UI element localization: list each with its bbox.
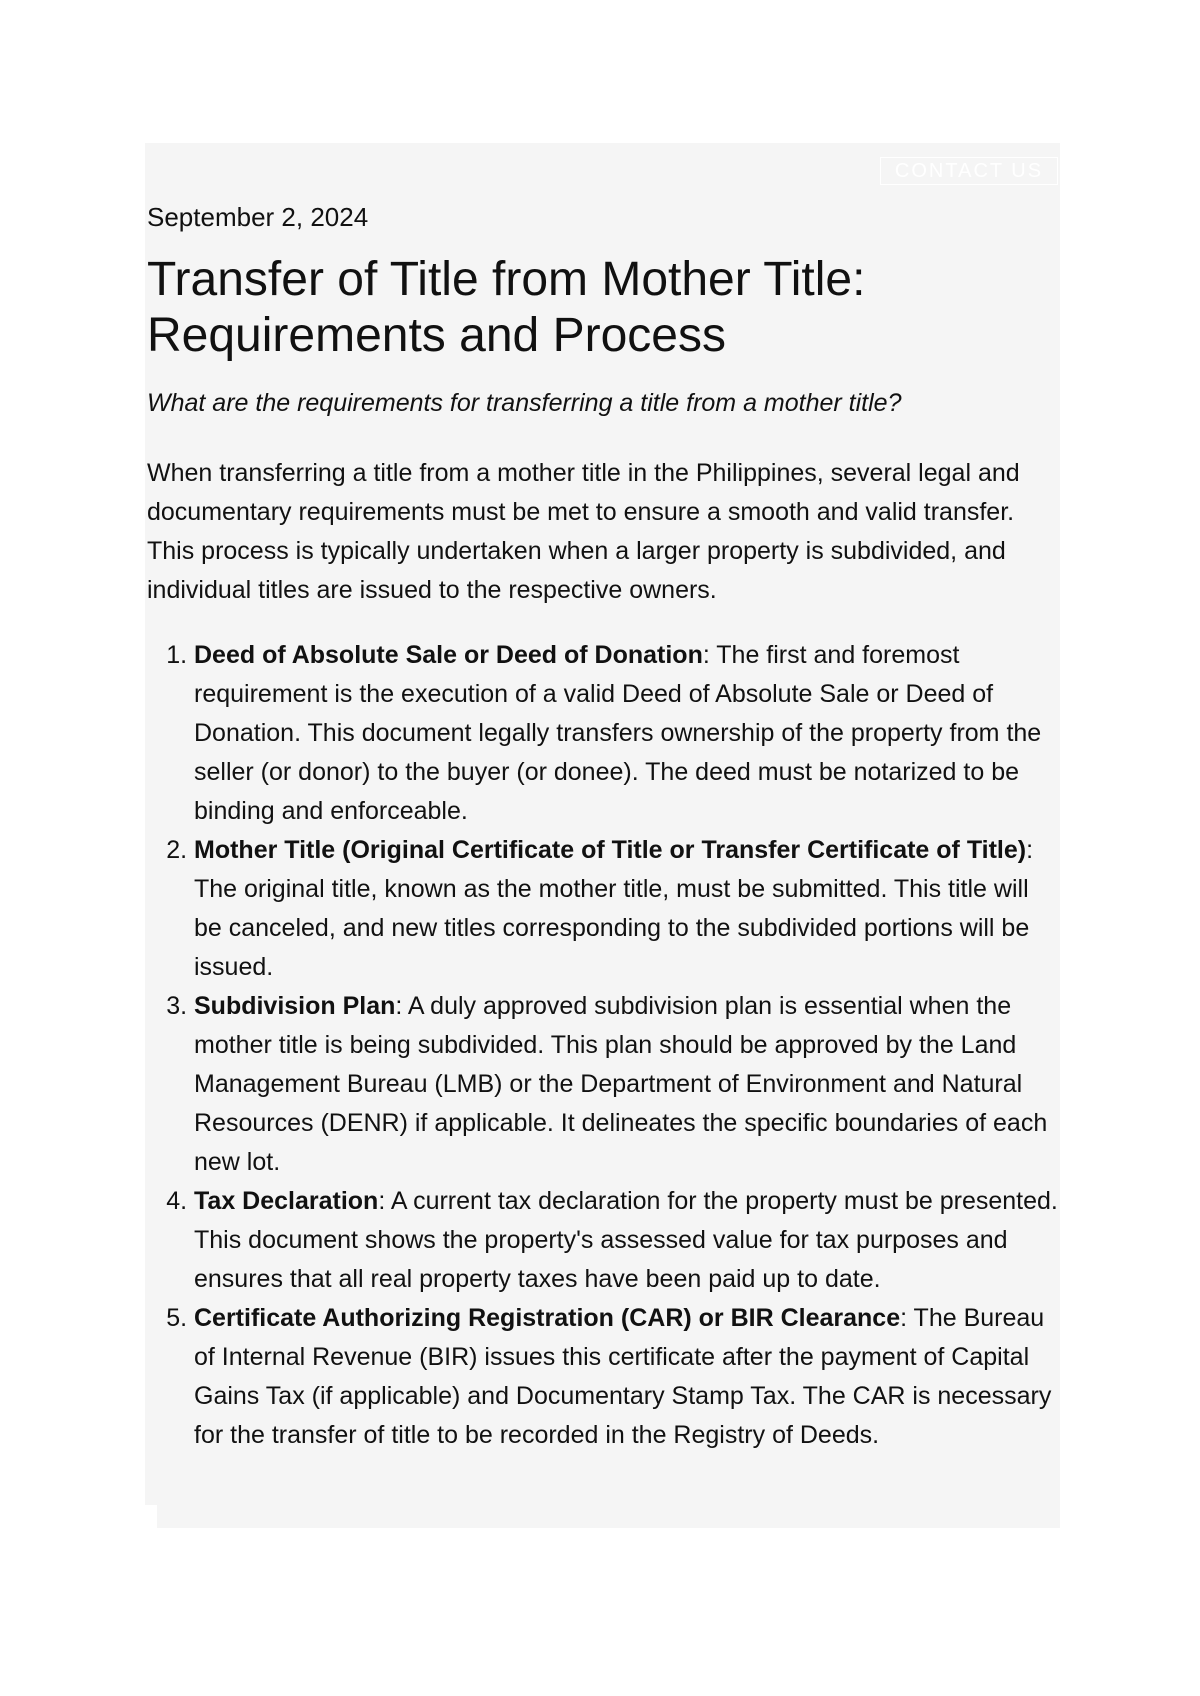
- requirements-list: [147, 636, 1059, 1455]
- requirement-term: Certificate Authorizing Registration (CAR) or BIR Clearance: [194, 1304, 901, 1332]
- list-item: [194, 1182, 1059, 1299]
- intro-paragraph: When transferring a title from a mother title in the Philippines, several legal and documentary requirements must be met to ensure a smooth and valid transfer. This process is typically undertaken when a larger property is subdivided, and individual titles are issued to the respective owners.: [147, 459, 1020, 604]
- post-date: September 2, 2024: [147, 202, 369, 232]
- requirement-text: : The Bureau of Internal Revenue (BIR) issues this certificate after the payment of Capital Gains Tax (if applicable) and Documentary Stamp Tax. The CAR is necessary for the transfer of title to be recorded in the Registry of Deeds.: [194, 1304, 1052, 1449]
- requirement-text: : A duly approved subdivision plan is essential when the mother title is being subdivided. This plan should be approved by the Land Management Bureau (LMB) or the Department of Environment and Natural Resources (DENR) if applicable. It delineates the specific boundaries of each new lot.: [194, 992, 1048, 1176]
- list-item: [194, 1299, 1059, 1455]
- panel-edge: [145, 1505, 157, 1529]
- list-item: [194, 831, 1059, 987]
- requirement-term: Deed of Absolute Sale or Deed of Donation: [194, 641, 703, 669]
- contact-us-button[interactable]: CONTACT US: [880, 157, 1058, 185]
- article-question: What are the requirements for transferring a title from a mother title?: [147, 389, 902, 417]
- requirement-text: : A current tax declaration for the property must be presented. This document shows the property's assessed value for tax purposes and ensures that all real property taxes have been paid up to date.: [194, 1187, 1058, 1293]
- list-item: [194, 987, 1059, 1182]
- list-item: [194, 636, 1059, 831]
- requirement-text: : The first and foremost requirement is the execution of a valid Deed of Absolute Sale or Deed of Donation. This document legally transfers ownership of the property from the seller (or donor) to the buyer (or donee). The deed must be notarized to be binding and enforceable.: [194, 641, 1042, 825]
- page-title: Transfer of Title from Mother Title: Requirements and Process: [147, 253, 866, 362]
- requirement-text: : The original title, known as the mother title, must be submitted. This title will be canceled, and new titles corresponding to the subdivided portions will be issued.: [194, 836, 1034, 981]
- requirement-term: Tax Declaration: [194, 1187, 379, 1215]
- requirement-term: Mother Title (Original Certificate of Title or Transfer Certificate of Title): [194, 836, 1027, 864]
- requirement-term: Subdivision Plan: [194, 992, 396, 1020]
